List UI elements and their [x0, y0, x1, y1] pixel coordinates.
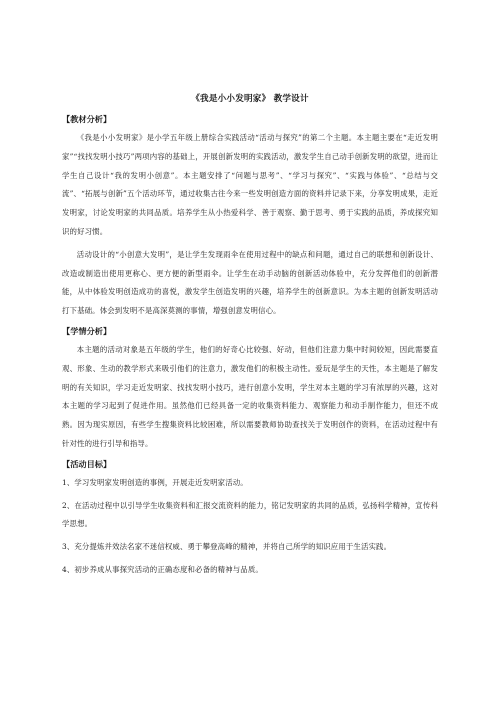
section-heading-goals: 【活动目标】 [62, 458, 112, 469]
learner-paragraph-1: 本主题的活动对象是五年级的学生，他们的好奇心比较强、好动，但他们注意力集中时间较短，因此需要直观、形象、生动的教学形式来吸引他们的注意力，激发他们的积极主动性。爱玩是学生的天性，本主题是了解发明的有关知识，学习走近发明家、找找发明小技巧，进行创意小发明，学生对本主题的学习有浓厚的兴趣，这对本主题的学习起到了促进作用。虽然他们已经具备一定的收集资料能力、观察能力和动手制作能力，但还不成熟。因为现实原因，有些学生搜集资料比较困难，所以需要教师协助查找关于发明创作的资料，在活动过程中有针对性的进行引导和指导。 [62, 344, 438, 448]
material-paragraph-2: 活动设计的“小创意大发明”，是让学生发现雨伞在使用过程中的缺点和问题，通过自己的联想和创新设计、改造或制造出使用更称心、更方便的新型雨伞。让学生在动手动脑的创新活动体验中，充分发挥他们的创新潜能，从中体验发明创造成功的喜悦，激发学生创造发明的兴趣，培养学生的创新意识。为本主题的创新发明活动打下基础。体会到发明不是高深莫测的事情，增强创意发明信心。 [62, 249, 438, 316]
document-title: 《我是小小发明家》 教学设计 [191, 94, 309, 104]
document-page [62, 92, 438, 584]
goal-item-3: 3、充分提炼并效法名家不迷信权威、勇于攀登高峰的精神，并将自己所学的知识应用于生活实践。 [62, 542, 392, 552]
goal-item-1: 1、学习发明家发明创造的事例，开展走近发明家活动。 [62, 477, 248, 487]
section-heading-material: 【教材分析】 [62, 114, 112, 124]
goal-item-4: 4、初步养成从事探究活动的正确态度和必备的精神与品质。 [62, 564, 263, 574]
goal-item-2: 2、在活动过程中以引导学生收集资料和汇报交流资料的能力，铭记发明家的共同的品质，弘扬科学精神，宣传科学思想。 [62, 500, 438, 529]
material-paragraph-1: 《我是小小发明家》是小学五年级上册综合实践活动“活动与探究”的第二个主题。本主题主要在“走近发明家”“找找发明小技巧”两项内容的基础上，开展创新发明的实践活动，激发学生自己动手创新发明的欲望，进而让学生自己设计“我的发明小创意”。本主题安排了“问题与思考”、“学习与探究”、“实践与体验”、“总结与交流”、“拓展与创新”五个活动环节，通过收集古往今来一些发明创造方面的资料并记录下来，分享发明成果，走近发明家，讨论发明家的共同品质。培养学生从小热爱科学、善于观察、勤于思考、勇于实践的品质，养成探究知识的好习惯。 [62, 133, 438, 236]
section-heading-learner: 【学情分析】 [62, 325, 112, 336]
